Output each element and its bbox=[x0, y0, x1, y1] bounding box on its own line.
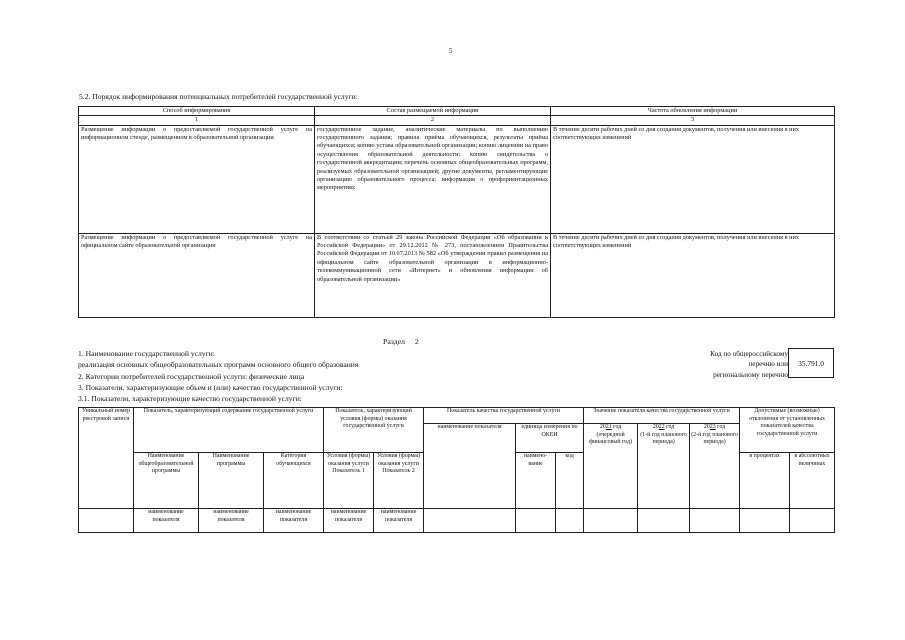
informing-number-row bbox=[79, 116, 835, 125]
table-cell bbox=[740, 509, 790, 533]
informing-row bbox=[79, 125, 835, 233]
deviation-percent-header: в процентах bbox=[740, 453, 790, 509]
header-method: Способ информирования bbox=[79, 107, 315, 116]
sub-header-cell: наименование показателя bbox=[199, 509, 264, 533]
indicator-name-header: наименование показателя bbox=[424, 424, 516, 509]
deviation-header: Допустимые (возможные) отклонения от установленных показателей качества государственной услуги bbox=[740, 408, 835, 453]
col-number-1: 1 bbox=[79, 116, 315, 125]
consumer-categories: 2. Категории потребителей государственной услуги: физические лица bbox=[78, 372, 305, 381]
year-1-number: 21 bbox=[605, 424, 612, 430]
quality-indicators-table bbox=[78, 407, 835, 533]
year-1-header bbox=[584, 424, 638, 509]
year-3-header bbox=[690, 424, 740, 509]
registry-code-box bbox=[788, 348, 834, 378]
registry-code-label bbox=[710, 349, 788, 380]
year-1-prefix: 20 bbox=[599, 424, 606, 430]
year-2-number: 22 bbox=[658, 424, 665, 430]
header-content: Состав размещаемой информации bbox=[315, 107, 551, 116]
page-number: 5 bbox=[449, 47, 453, 55]
informing-table bbox=[78, 106, 835, 318]
year-1-note: (очередной финансовый год) bbox=[589, 431, 632, 446]
section-number: 2 bbox=[414, 337, 419, 346]
deviation-absolute-header: в абсолютных величинах bbox=[790, 453, 835, 509]
program-header: Наименование программы bbox=[199, 453, 264, 509]
informing-content-cell: государственное задание, аналитические материалы по выполнению государственного задания; правила приёма обучающихся, результаты приёма обучающихся; копию устава образовательной организации; копию лицензии на право осуществления образовательной деятельности; копию свидетельства о государственной аккредитации; перечень основных общеобразовательных программ, реализуемых образовательной организацией; другие документы, регламентирующие организацию образовательного процесса; информация о профориентационных мероприятиях bbox=[315, 125, 551, 233]
year-3-suffix: год bbox=[717, 424, 726, 430]
unit-header: единица измерения по ОКЕИ bbox=[516, 424, 584, 453]
sub-header-cell: наименование показателя bbox=[134, 509, 199, 533]
registry-code-label-line: перечню или bbox=[748, 360, 788, 369]
registry-code-value: 35.791.0 bbox=[798, 358, 824, 368]
sub-header-cell: наименование показателя bbox=[264, 509, 324, 533]
informing-method-cell: Размещение информации о предоставляемой государственной услуге на информационном стенде, размещенном в образовательной организации bbox=[79, 125, 315, 233]
conditions-indicator-header: Показатель, характеризующий условия (формы) оказания государственной услуги bbox=[324, 408, 424, 453]
col-number-2: 2 bbox=[315, 116, 551, 125]
year-2-suffix: год bbox=[666, 424, 675, 430]
service-name-value: реализация основных общеобразовательных программ основного общего образования bbox=[78, 360, 359, 369]
year-2-note: (1-й год планового периода) bbox=[640, 431, 687, 446]
content-indicator-header: Показатель, характеризующий содержание государственной услуги bbox=[134, 408, 324, 453]
year-2-prefix: 20 bbox=[652, 424, 659, 430]
year-2-header bbox=[638, 424, 690, 509]
registry-code-label-line: региональному перечню bbox=[713, 370, 788, 379]
section-heading bbox=[383, 337, 419, 346]
table-cell bbox=[516, 509, 556, 533]
service-name-label: 1. Наименование государственной услуги: bbox=[78, 349, 215, 358]
year-3-prefix: 20 bbox=[703, 424, 710, 430]
unique-number-header: Уникальный номер реестровой записи bbox=[79, 408, 134, 509]
unit-name-header: наимено-вание bbox=[516, 453, 556, 509]
table-cell bbox=[638, 509, 690, 533]
condition-1-header: Условия (формы) оказания услуги Показатель 1 bbox=[324, 453, 374, 509]
table-cell bbox=[690, 509, 740, 533]
indicator-values-header: Значение показателя качества государственной услуги bbox=[584, 408, 740, 424]
section-label: Раздел bbox=[383, 337, 406, 346]
quality-indicator-header: Показатель качества государственной услуги bbox=[424, 408, 584, 424]
year-3-number: 23 bbox=[709, 424, 716, 430]
registry-code-label-line: Код по общероссийскому bbox=[710, 350, 788, 358]
student-category-header: Категория обучающихся bbox=[264, 453, 324, 509]
table-cell bbox=[79, 509, 134, 533]
informing-content-cell: В соответствии со статьей 29 закона Российской Федерации «Об образовании в Российской Федерации» от 29.12.2012 № 273, постановлением Правительства Российской Федерации от 10.07.2013 № 582 «Об утверждении правил размещения на официальном сайте образовательной организации в информационно-телекоммуникационной сети «Интернет» и обновления информации об образовательной организации» bbox=[315, 233, 551, 317]
informing-frequency-cell: В течение десяти рабочих дней со дня создания документов, получения или внесения в них соответствующих изменений bbox=[551, 233, 835, 317]
condition-2-header: Условия (формы) оказания услуги Показатель 2 bbox=[374, 453, 424, 509]
header-frequency: Частота обновления информации bbox=[551, 107, 835, 116]
informing-frequency-cell: В течение десяти рабочих дней со дня создания документов, получения или внесения в них соответствующих изменений bbox=[551, 125, 835, 233]
program-name-header: Наименование общеобразовательной программы bbox=[134, 453, 199, 509]
unit-code-header: код bbox=[556, 453, 584, 509]
informing-row bbox=[79, 233, 835, 317]
informing-method-cell: Размещение информации о предоставляемой государственной услуге на официальном сайте образовательной организации bbox=[79, 233, 315, 317]
table-cell bbox=[424, 509, 516, 533]
col-number-3: 3 bbox=[551, 116, 835, 125]
sub-header-cell: наименование показателя bbox=[324, 509, 374, 533]
indicators-heading: 3. Показатели, характеризующие объем и (или) качество государственной услуги: bbox=[78, 383, 343, 392]
table-cell bbox=[556, 509, 584, 533]
table-cell bbox=[584, 509, 638, 533]
quality-indicators-heading: 3.1. Показатели, характеризующие качество государственной услуги: bbox=[78, 394, 302, 403]
sub-header-cell: наименование показателя bbox=[374, 509, 424, 533]
table-cell bbox=[790, 509, 835, 533]
section-5-2-title: 5.2. Порядок информирования потенциальных потребителей государственной услуги: bbox=[79, 92, 358, 101]
informing-header-row bbox=[79, 107, 835, 116]
year-1-suffix: год bbox=[613, 424, 622, 430]
year-3-note: (2-й год планового периода) bbox=[691, 431, 738, 446]
